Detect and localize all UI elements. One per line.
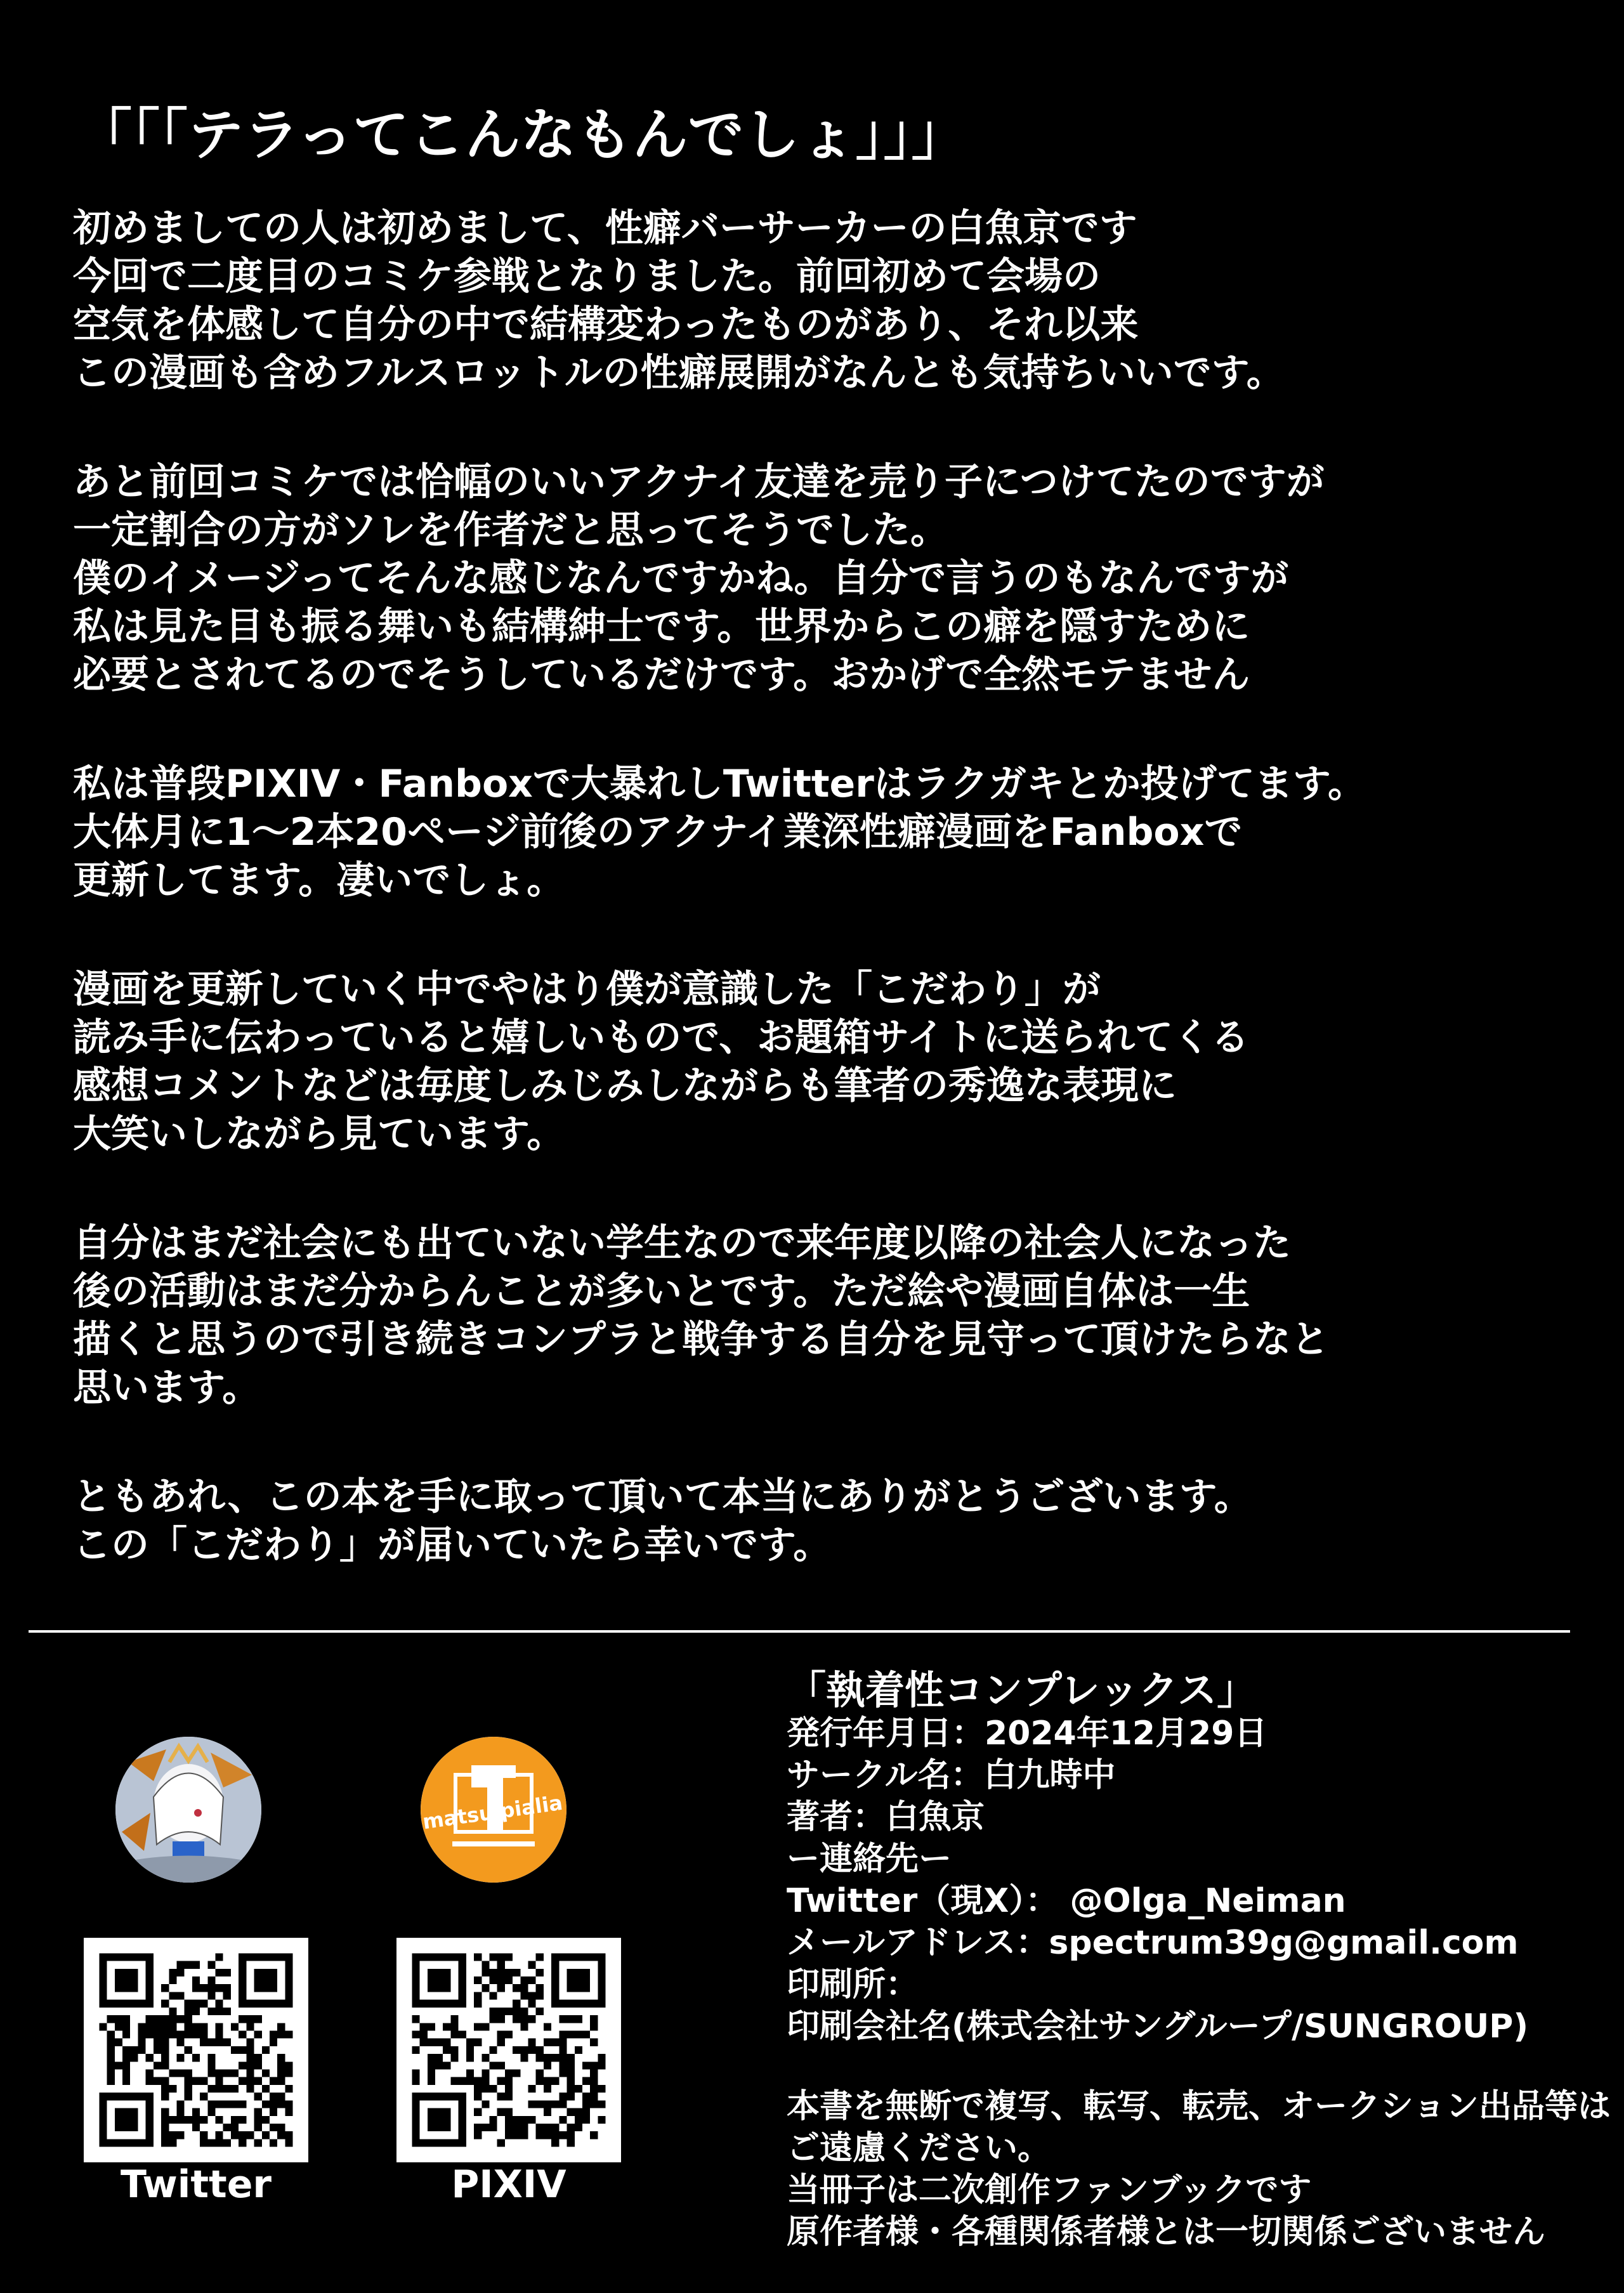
twitter-label: Twitter bbox=[121, 2162, 272, 2207]
colophon-line: 印刷会社名(株式会社サングループ/SUNGROUP) bbox=[787, 2008, 1529, 2046]
text-line: 感想コメントなどは毎度しみじみしながらも筆者の秀逸な表現に bbox=[73, 1064, 1177, 1108]
paragraph-6 bbox=[73, 1473, 1595, 1569]
text-line: 大笑いしながら見ています。 bbox=[73, 1112, 565, 1156]
page-title: 「「「テラってこんなもんでしょ」」」 bbox=[76, 102, 967, 167]
divider bbox=[29, 1630, 1570, 1633]
paragraph-2 bbox=[73, 458, 1595, 699]
colophon bbox=[787, 1668, 1611, 2253]
text-line: 空気を体感して自分の中で結構変わったものがあり、それ以来 bbox=[73, 303, 1139, 347]
colophon-line: 発行年月日：2024年12月29日 bbox=[787, 1715, 1267, 1753]
text-line: この「こだわり」が届いていたら幸いです。 bbox=[73, 1523, 832, 1567]
twitter-avatar-icon bbox=[115, 1737, 261, 1883]
pixiv-logo-text: matsu pialia bbox=[421, 1790, 565, 1834]
afterword-body bbox=[73, 204, 1595, 1569]
paragraph-5 bbox=[73, 1219, 1595, 1412]
pixiv-logo-icon bbox=[421, 1737, 566, 1883]
text-line: あと前回コミケでは恰幅のいいアクナイ友達を売り子につけてたのですが bbox=[73, 460, 1325, 504]
paragraph-1 bbox=[73, 204, 1595, 397]
book-title: 「執着性コンプレックス」 bbox=[787, 1667, 1257, 1713]
pixiv-label: PIXIV bbox=[451, 2162, 566, 2207]
text-line: 今回で二度目のコミケ参戦となりました。前回初めて会場の bbox=[73, 254, 1101, 299]
text-line: 一定割合の方がソレを作者だと思ってそうでした。 bbox=[73, 508, 948, 552]
email-address: メールアドレス：spectrum39g@gmail.com bbox=[787, 1924, 1519, 1962]
text-line: 私は普段PIXIV・Fanboxで大暴れしTwitterはラクガキとか投げてます。 bbox=[73, 762, 1366, 806]
twitter-qr-code[interactable] bbox=[84, 1938, 308, 2162]
text-line: 初めましての人は初めまして、性癖バーサーカーの白魚京です bbox=[73, 206, 1137, 251]
colophon-line: 印刷所： bbox=[787, 1966, 919, 2004]
text-line: 思います。 bbox=[73, 1366, 261, 1410]
text-line: 私は見た目も振る舞いも結構紳士です。世界からこの癖を隠すために bbox=[73, 604, 1250, 649]
pixiv-qr-code[interactable] bbox=[396, 1938, 621, 2162]
text-line: 漫画を更新していく中でやはり僕が意識した「こだわり」が bbox=[73, 967, 1101, 1012]
text-line: この漫画も含めフルスロットルの性癖展開がなんとも気持ちいいです。 bbox=[73, 351, 1285, 395]
text-line: 自分はまだ社会にも出ていない学生なので来年度以降の社会人になった bbox=[73, 1221, 1291, 1265]
notice-line: ご遠慮ください。 bbox=[787, 2129, 1051, 2167]
colophon-line: サークル名：白九時中 bbox=[787, 1756, 1116, 1794]
colophon-line: ー連絡先ー bbox=[787, 1840, 952, 1878]
text-line: 後の活動はまだ分からんことが多いとです。ただ絵や漫画自体は一生 bbox=[73, 1269, 1250, 1314]
text-line: 必要とされてるのでそうしているだけです。おかげで全然モテません bbox=[73, 653, 1250, 697]
text-line: 描くと思うので引き続きコンプラと戦争する自分を見守って頂けたらなと bbox=[73, 1317, 1329, 1362]
notice-line: 原作者様・各種関係者様とは一切関係ございません bbox=[787, 2213, 1546, 2251]
notice-line: 当冊子は二次創作ファンブックです bbox=[787, 2171, 1312, 2209]
colophon-line: 著者：白魚京 bbox=[787, 1798, 985, 1836]
text-line: 読み手に伝わっていると嬉しいもので、お題箱サイトに送られてくる bbox=[73, 1016, 1249, 1060]
text-line: 大体月に1〜2本20ページ前後のアクナイ業深性癖漫画をFanboxで bbox=[73, 810, 1243, 854]
paragraph-4 bbox=[73, 965, 1595, 1158]
text-line: 更新してます。凄いでしょ。 bbox=[73, 858, 565, 903]
text-line: ともあれ、この本を手に取って頂いて本当にありがとうございます。 bbox=[73, 1475, 1252, 1519]
text-line: 僕のイメージってそんな感じなんですかね。自分で言うのもなんですが bbox=[73, 556, 1289, 601]
twitter-handle: Twitter（現X）： @Olga_Neiman bbox=[787, 1882, 1346, 1920]
notice-line: 本書を無断で複写、転写、転売、オークション出品等は bbox=[787, 2087, 1611, 2126]
paragraph-3 bbox=[73, 760, 1595, 905]
